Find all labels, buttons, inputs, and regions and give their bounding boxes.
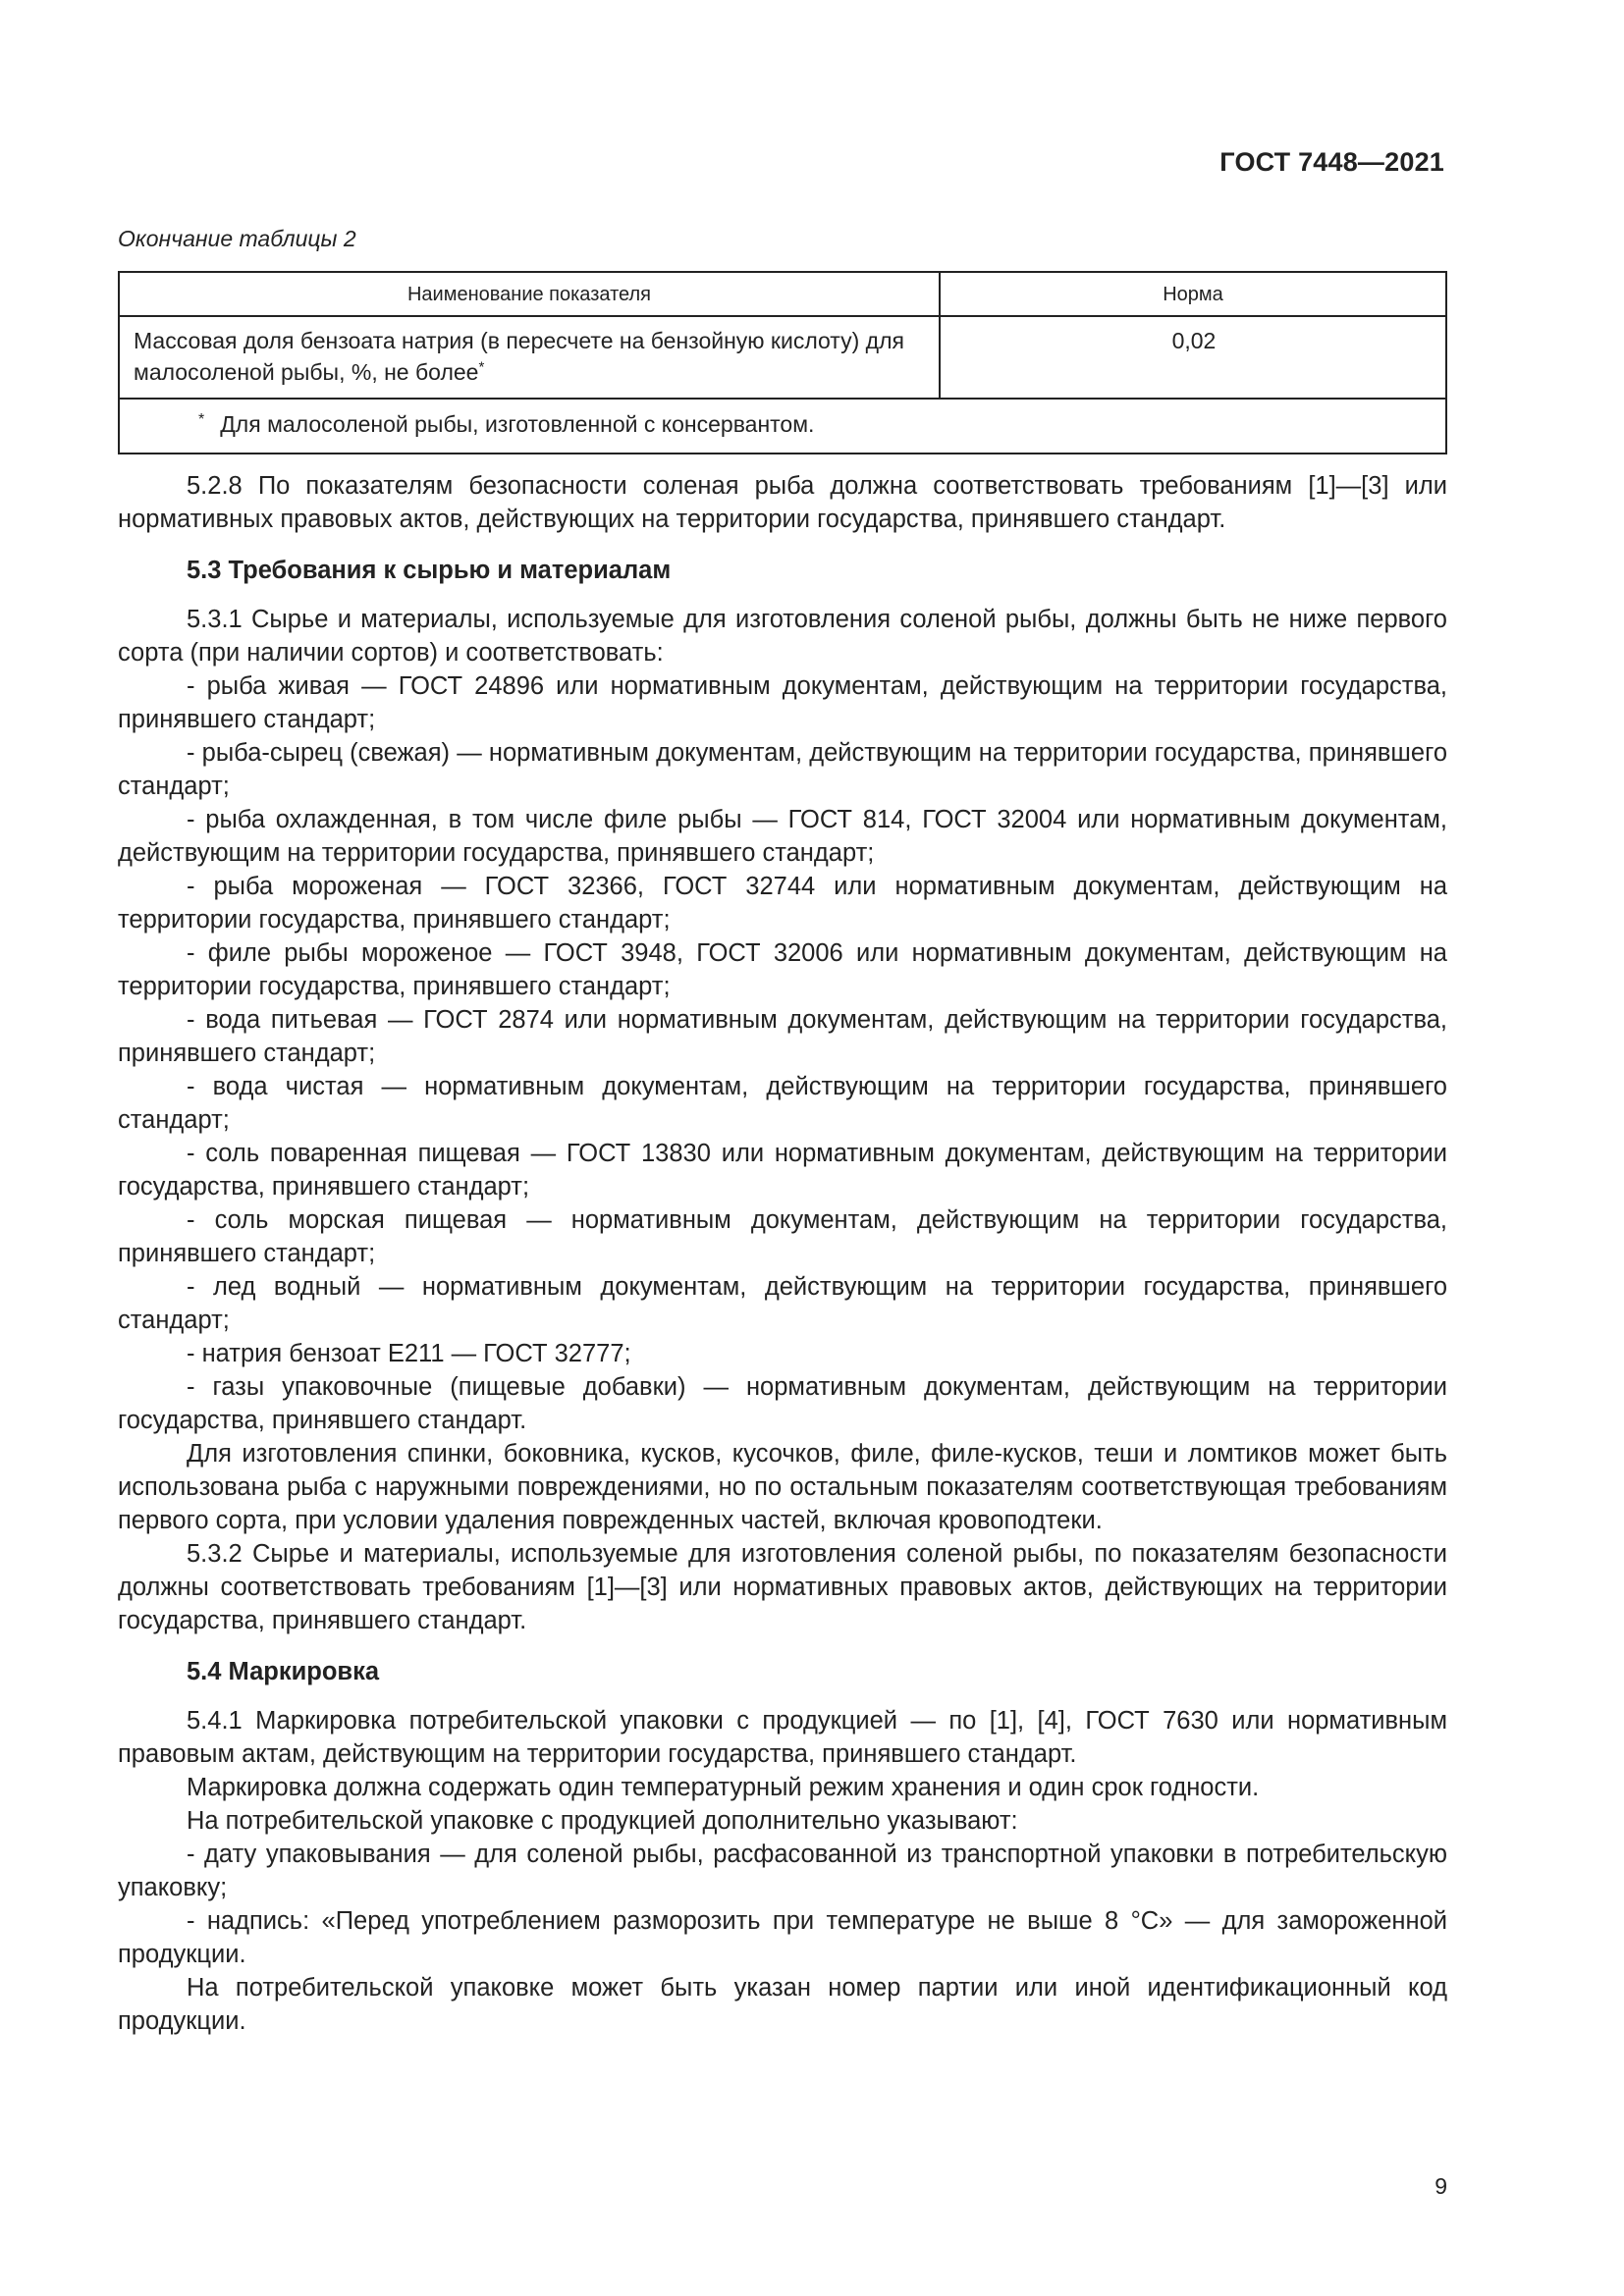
column-header-norm: Норма	[940, 272, 1446, 316]
table-caption: Окончание таблицы 2	[118, 226, 356, 251]
table-footnote-cell	[119, 399, 1446, 454]
list-item: - соль поваренная пищевая — ГОСТ 13830 или нормативным документам, действующим на территории государства, принявшего стандарт;	[118, 1140, 1447, 1201]
list-item: - рыба охлажденная, в том числе филе рыбы — ГОСТ 814, ГОСТ 32004 или нормативным документам, действующим на территории государства, принявшего стандарт;	[118, 806, 1447, 867]
norm-value: 0,02	[940, 316, 1446, 399]
paragraph-damaged-fish: Для изготовления спинки, боковника, кусков, кусочков, филе, филе-кусков, теши и ломтиков может быть использована рыба с наружными повреждениями, но по остальным показателям соответствующая требованиям первого сорта, при условии удаления поврежденных частей, включая кровоподтеки.	[118, 1440, 1447, 1534]
paragraph-additional-marking: На потребительской упаковке с продукцией дополнительно указывают:	[187, 1807, 1018, 1835]
indicators-table	[118, 271, 1447, 454]
footnote-reference: *	[478, 358, 485, 376]
paragraph-5-4-1: 5.4.1 Маркировка потребительской упаковки с продукцией — по [1], [4], ГОСТ 7630 или нормативным правовым актам, действующим на территории государства, принявшего стандарт.	[118, 1707, 1447, 1768]
list-item: - лед водный — нормативным документам, действующим на территории государства, принявшего стандарт;	[118, 1273, 1447, 1334]
table-row	[119, 316, 1446, 399]
section-heading-5-4: 5.4 Маркировка	[187, 1658, 380, 1685]
list-item: - филе рыбы мороженое — ГОСТ 3948, ГОСТ 32006 или нормативным документам, действующим на территории государства, принявшего стандарт;	[118, 939, 1447, 1000]
page-number: 9	[1435, 2173, 1447, 2199]
list-item: - рыба-сырец (свежая) — нормативным документам, действующим на территории государства, принявшего стандарт;	[118, 739, 1447, 800]
table-footnote-row	[119, 399, 1446, 454]
column-header-indicator: Наименование показателя	[119, 272, 940, 316]
table-header-row	[119, 272, 1446, 316]
footnote-mark: *	[198, 411, 205, 428]
list-item: - рыба мороженая — ГОСТ 32366, ГОСТ 32744 или нормативным документам, действующим на территории государства, принявшего стандарт;	[118, 873, 1447, 934]
list-item: - надпись: «Перед употреблением разморозить при температуре не выше 8 °С» — для замороженной продукции.	[118, 1907, 1447, 1968]
list-item: - вода питьевая — ГОСТ 2874 или нормативным документам, действующим на территории государства, принявшего стандарт;	[118, 1006, 1447, 1067]
paragraph-5-3-1: 5.3.1 Сырье и материалы, используемые для изготовления соленой рыбы, должны быть не ниже первого сорта (при наличии сортов) и соответствовать:	[118, 606, 1447, 667]
paragraph-marking-content: Маркировка должна содержать один температурный режим хранения и один срок годности.	[187, 1774, 1260, 1801]
table-footnote: Для малосоленой рыбы, изготовленной с консервантом.	[220, 411, 815, 437]
indicator-name: Массовая доля бензоата натрия (в пересчете на бензойную кислоту) для малосоленой рыбы, %, не более	[134, 328, 904, 385]
list-item: - газы упаковочные (пищевые добавки) — нормативным документам, действующим на территории государства, принявшего стандарт.	[118, 1373, 1447, 1434]
list-item: - вода чистая — нормативным документам, действующим на территории государства, принявшего стандарт;	[118, 1073, 1447, 1134]
paragraph-batch-number: На потребительской упаковке может быть указан номер партии или иной идентификационный код продукции.	[118, 1974, 1447, 2035]
section-heading-5-3: 5.3 Требования к сырью и материалам	[187, 557, 672, 584]
indicator-name-cell	[119, 316, 940, 399]
list-item: - рыба живая — ГОСТ 24896 или нормативным документам, действующим на территории государства, принявшего стандарт;	[118, 672, 1447, 733]
paragraph-5-3-2: 5.3.2 Сырье и материалы, используемые для изготовления соленой рыбы, по показателям безопасности должны соответствовать требованиям [1]—[3] или нормативных правовых актов, действующих на территории государства, принявшего стандарт.	[118, 1540, 1447, 1634]
paragraph-5-2-8: 5.2.8 По показателям безопасности соленая рыба должна соответствовать требованиям [1]—[3] или нормативных правовых актов, действующих на территории государства, принявшего стандарт.	[118, 472, 1447, 533]
list-item: - дату упаковывания — для соленой рыбы, расфасованной из транспортной упаковки в потребительскую упаковку;	[118, 1841, 1447, 1901]
standard-identifier: ГОСТ 7448—2021	[1219, 147, 1444, 177]
list-item: - натрия бензоат Е211 — ГОСТ 32777;	[187, 1340, 631, 1367]
list-item: - соль морская пищевая — нормативным документам, действующим на территории государства, принявшего стандарт;	[118, 1206, 1447, 1267]
document-body	[118, 469, 1447, 2038]
